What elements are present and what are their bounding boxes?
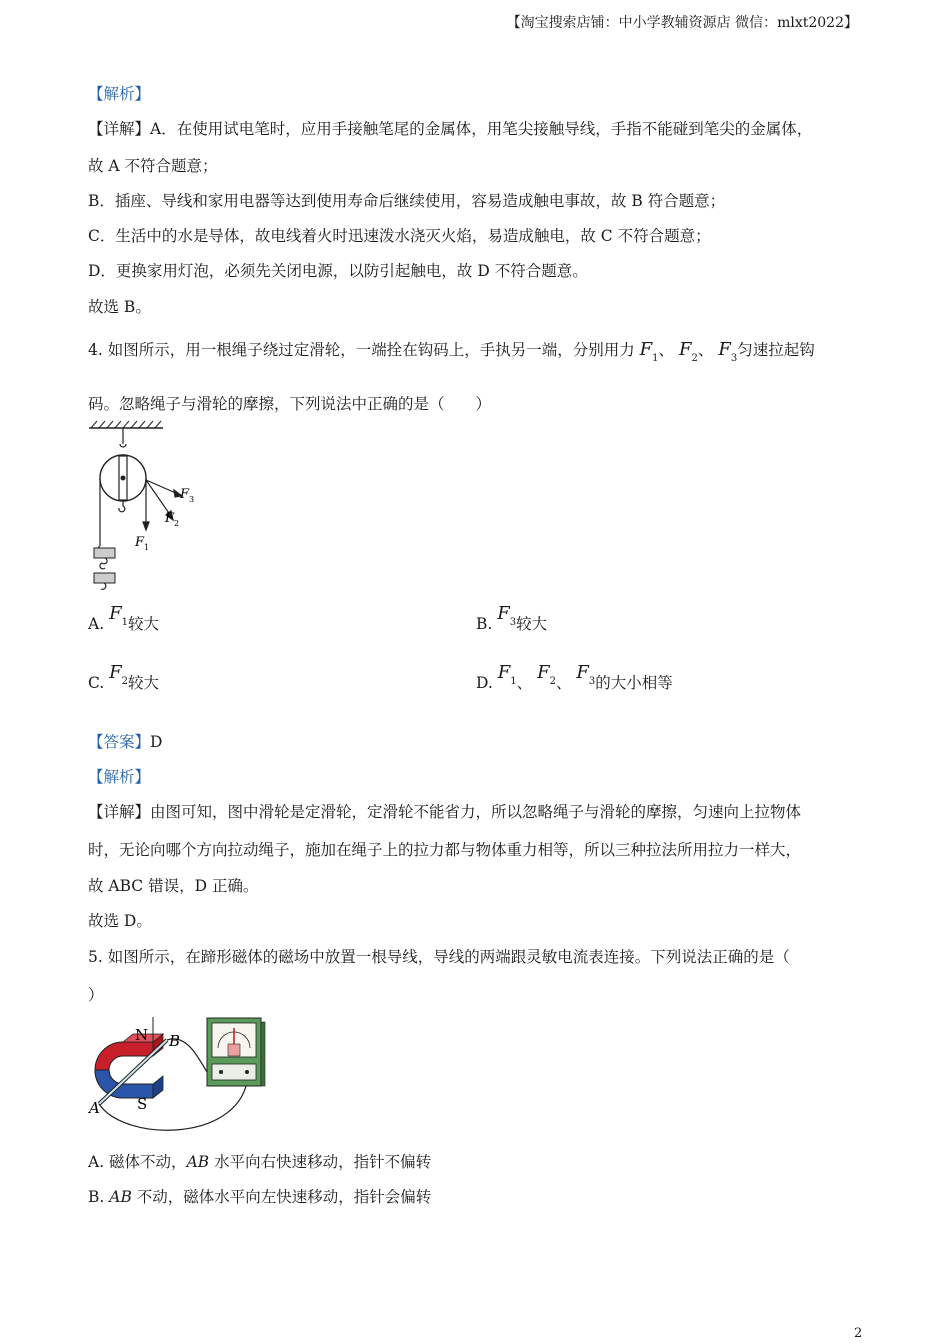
force-symbol: F: [537, 662, 550, 683]
b-end-label: B: [169, 1032, 181, 1050]
question-4-stem-line-2: 码。忽略绳子与滑轮的摩擦，下列说法中正确的是（ ）: [88, 395, 492, 413]
page-header: 【淘宝搜索店铺：中小学教辅资源店 微信：mlxt2022】: [506, 15, 858, 31]
subscript: 2: [691, 353, 698, 364]
detail-text: 由图可知，图中滑轮是定滑轮，定滑轮不能省力，所以忽略绳子与滑轮的摩擦，匀速向上拉物体: [150, 803, 802, 821]
option-letter: D.: [476, 674, 493, 692]
conclusion-line: 故选 B。: [88, 298, 151, 316]
wire-ab-symbol: AB: [109, 1188, 132, 1206]
answer-tag: 【答案】: [88, 733, 151, 751]
subscript: 1: [652, 353, 659, 364]
option-d[interactable]: [476, 662, 673, 697]
subscript: 3: [730, 353, 738, 364]
answer-value: D: [150, 733, 163, 751]
force-symbol: F: [718, 339, 731, 360]
analysis-tag: 【解析】: [88, 85, 151, 103]
stem-text: 4. 如图所示，用一根绳子绕过定滑轮，一端拴在钩码上，手执另一端，分别用力: [88, 341, 635, 359]
option-letter: A.: [88, 615, 105, 633]
option-text: 的大小相等: [595, 674, 673, 692]
f2-subscript: 2: [174, 519, 180, 528]
subscript: 1: [510, 676, 517, 687]
option-letter: B.: [476, 615, 493, 633]
force-symbol: F: [109, 662, 122, 683]
subscript: 2: [121, 676, 129, 687]
detail-text: A．在使用试电笔时，应用手接触笔尾的金属体，用笔尖接触导线，手指不能碰到笔尖的金属体，: [150, 120, 813, 138]
answer-line: [88, 730, 162, 752]
option-letter: C.: [88, 674, 105, 692]
wire-ab-symbol: AB: [186, 1153, 210, 1171]
detail-line-5: D．更换家用灯泡，必须先关闭电源，以防引起触电，故 D 不符合题意。: [88, 262, 588, 280]
subscript: 1: [121, 617, 128, 628]
page-number: 2: [854, 1326, 863, 1341]
f3-subscript: 3: [189, 495, 195, 504]
separator: 、: [555, 674, 572, 692]
f1-label: F: [135, 535, 145, 550]
option-text: 较大: [127, 615, 159, 633]
detail-line-3: B．插座、导线和家用电器等达到使用寿命后继续使用，容易造成触电事故，故 B 符合题意；: [88, 192, 726, 210]
detail-line-1: [88, 117, 812, 139]
q4-detail-line-1: [88, 800, 801, 822]
question-4-stem-line-1: [88, 338, 815, 364]
separator: 、: [658, 341, 675, 359]
option-text: B.: [88, 1188, 110, 1206]
f2-label: F: [165, 511, 175, 526]
option-text: 较大: [128, 674, 160, 692]
detail-line-2: 故 A 不符合题意；: [88, 157, 218, 175]
force-symbol: F: [576, 662, 589, 683]
separator: 、: [516, 674, 533, 692]
subscript: 2: [549, 676, 556, 687]
q4-detail-line-2: 时，无论向哪个方向拉动绳子，施加在绳子上的拉力都与物体重力相等，所以三种拉法所用拉力一样大，: [88, 841, 802, 859]
q5-option-a[interactable]: [88, 1150, 431, 1172]
q4-conclusion-line: 故选 D。: [88, 912, 152, 930]
subscript: 3: [509, 617, 517, 628]
separator: 、: [697, 341, 714, 359]
f1-subscript: 1: [144, 543, 150, 552]
pulley-figure: [85, 418, 215, 598]
q5-option-b[interactable]: [88, 1185, 431, 1207]
question-5-stem-line-1: 5. 如图所示，在蹄形磁体的磁场中放置一根导线，导线的两端跟灵敏电流表连接。下列说法正确的是（: [88, 948, 790, 966]
magnet-galvanometer-figure: [85, 1012, 270, 1137]
question-5-stem-line-2: ）: [88, 986, 104, 1004]
force-symbol: F: [678, 339, 692, 360]
option-c[interactable]: [88, 662, 160, 697]
f3-label: F: [180, 487, 190, 502]
subscript: 3: [588, 676, 596, 687]
q4-detail-line-3: 故 ABC 错误，D 正确。: [88, 877, 259, 895]
option-b[interactable]: [476, 603, 548, 638]
force-symbol: F: [109, 603, 122, 624]
option-text: 水平向右快速移动，指针不偏转: [209, 1153, 432, 1171]
option-text: A. 磁体不动，: [88, 1153, 187, 1171]
force-symbol: F: [497, 603, 510, 624]
force-symbol: F: [497, 662, 511, 683]
force-symbol: F: [639, 339, 653, 360]
option-text: 较大: [516, 615, 548, 633]
stem-text: 匀速拉起钩: [737, 341, 815, 359]
n-pole-label: N: [135, 1026, 149, 1044]
detail-tag: 【详解】: [88, 120, 151, 138]
option-a[interactable]: [88, 603, 159, 638]
a-end-label: A: [89, 1099, 100, 1117]
s-pole-label: S: [137, 1095, 148, 1113]
detail-tag: 【详解】: [88, 803, 151, 821]
detail-line-4: C．生活中的水是导体，故电线着火时迅速泼水浇灭火焰，易造成触电，故 C 不符合题意；: [88, 227, 711, 245]
option-text: 不动，磁体水平向左快速移动，指针会偏转: [131, 1188, 432, 1206]
analysis-tag: 【解析】: [88, 768, 151, 786]
